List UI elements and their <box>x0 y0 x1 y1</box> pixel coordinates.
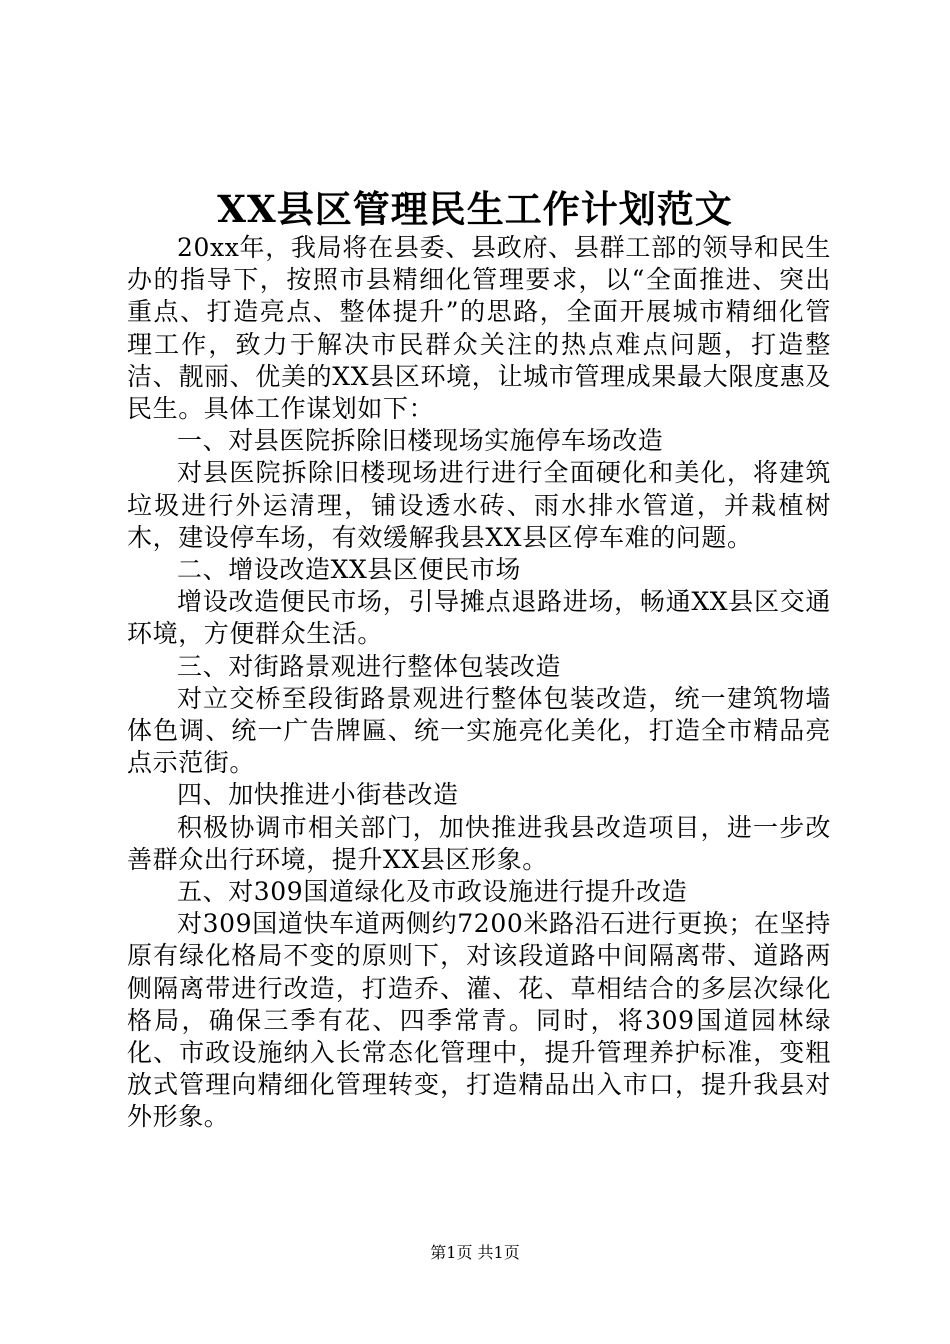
intro-paragraph: 20xx年，我局将在县委、县政府、县群工部的领导和民生办的指导下，按照市县精细化管理要求，以“全面推进、突出重点、打造亮点、整体提升”的思路，全面开展城市精细化管理工作，致力于解决市民群众关注的热点难点问题，打造整洁、靓丽、优美的XX县区环境，让城市管理成果最大限度惠及民生。具体工作谋划如下： <box>127 233 831 424</box>
section-paragraph-4: 积极协调市相关部门，加快推进我县改造项目，进一步改善群众出行环境，提升XX县区形象。 <box>127 812 831 874</box>
section-heading-2: 二、增设改造XX县区便民市场 <box>177 555 521 585</box>
page-footer: 第1页 共1页 <box>430 1243 520 1262</box>
section-paragraph-3: 对立交桥至段街路景观进行整体包装改造，统一建筑物墙体色调、统一广告牌匾、统一实施亮化美化，打造全市精品亮点示范街。 <box>127 683 831 778</box>
document-body <box>127 232 831 1134</box>
section-paragraph-1: 对县医院拆除旧楼现场进行进行全面硬化和美化，将建筑垃圾进行外运清理，铺设透水砖、雨水排水管道，并栽植树木，建设停车场，有效缓解我县XX县区停车难的问题。 <box>127 458 831 552</box>
section-heading-4: 四、加快推进小街巷改造 <box>177 780 459 810</box>
section-heading-1: 一、对县医院拆除旧楼现场实施停车场改造 <box>177 426 664 456</box>
section-heading-3: 三、对街路景观进行整体包装改造 <box>177 651 562 681</box>
section-paragraph-5: 对309国道快车道两侧约7200米路沿石进行更换；在坚持原有绿化格局不变的原则下，对该段道路中间隔离带、道路两侧隔离带进行改造，打造乔、灌、花、草相结合的多层次绿化格局，确保三季有花、四季常青。同时，将309国道园林绿化、市政设施纳入长常态化管理中，提升管理养护标准，变粗放式管理向精细化管理转变，打造精品出入市口，提升我县对外形象。 <box>127 909 831 1132</box>
document-title: XX县区管理民生工作计划范文 <box>217 187 733 231</box>
section-heading-5: 五、对309国道绿化及市政设施进行提升改造 <box>177 877 688 907</box>
section-paragraph-2: 增设改造便民市场，引导摊点退路进场，畅通XX县区交通环境，方便群众生活。 <box>127 587 831 649</box>
